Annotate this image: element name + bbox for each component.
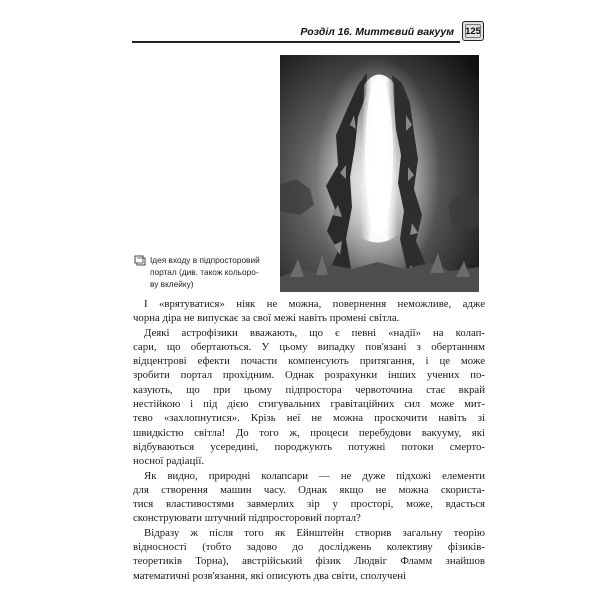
text-line: Деякі астрофізики вважають, що є певні «надії» на колап- — [144, 326, 485, 339]
paragraph — [133, 297, 485, 326]
chapter-title: Розділ 16. Миттєвий вакуум — [300, 26, 454, 38]
text-line: Відразу ж після того як Ейнштейн створив загальну теорію — [144, 526, 485, 539]
text-line: І «врятуватися» ніяк не можна, повернення неможливе, адже — [144, 298, 485, 310]
text-line: чорна діра не випускає за свої межі навіть промені світла. — [133, 312, 400, 325]
caption-line: Ідея входу в підпросторовий — [150, 255, 260, 265]
text-line: математичні розв'язання, які описують два світи, сполучені — [133, 569, 407, 582]
portal-illustration — [280, 55, 479, 292]
text-line: відносності (тобто задово до досліджень колективу фізиків- — [133, 541, 485, 554]
figure-caption — [134, 254, 276, 290]
caption-line: ву вклейку) — [150, 279, 194, 289]
text-line: казують, що при цьому підпростора червоточина стає вкрай — [133, 383, 485, 396]
caption-marker-icon — [134, 255, 146, 266]
text-line: нестійкою і під дією стигувальних гравітаційних сил може мит- — [133, 398, 485, 411]
text-line: швидкістю світла! До того ж, процеси перебудови вакууму, які — [133, 426, 485, 439]
text-line: тися властивостями завмерлих зір у просторі, може, вдасться — [133, 498, 485, 511]
header-rule — [132, 41, 460, 43]
page-number-badge — [462, 21, 484, 41]
paragraph — [133, 526, 485, 583]
text-line: сконструювати штучний підпросторовий портал? — [133, 512, 361, 525]
text-line: тєво «захлопнутися». Крізь неї не можна проскочити навіть зі — [133, 412, 485, 425]
text-line: сари, що обертаються. У цьому випадку пов'язані з обертанням — [133, 340, 485, 353]
text-line: відбуваються усередині, породжують потужні потоки смерто- — [133, 440, 485, 453]
text-line: зробити портал прохідним. Однак розрахунки інших учених по- — [133, 369, 485, 382]
body-text — [133, 297, 485, 583]
caption-text — [150, 254, 276, 290]
text-line: відцентрові ефекти почасти компенсують притягання, і це може — [133, 355, 485, 368]
page-number: 125 — [465, 25, 481, 37]
paragraph — [133, 469, 485, 526]
paragraph — [133, 326, 485, 469]
running-header — [132, 20, 484, 46]
caption-line: портал (див. також кольоро- — [150, 267, 259, 277]
text-line: носної радіації. — [133, 455, 205, 468]
text-line: теоретиків Торна), австрійський фізик Людвіг Фламм знайшов — [133, 555, 485, 568]
text-line: для створення машин часу. Однак якщо не можна скориста- — [133, 483, 485, 496]
text-line: Як видно, природні колапсари — не дуже підхожі елементи — [144, 469, 485, 482]
